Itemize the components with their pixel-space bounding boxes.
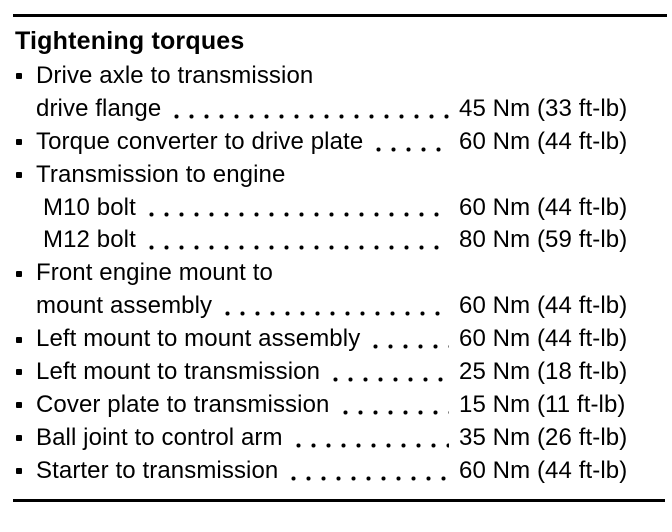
torque-row xyxy=(16,323,642,356)
torque-item-label: Ball joint to control arm xyxy=(36,423,283,451)
torque-item-label: Starter to transmission xyxy=(36,456,279,484)
torque-item-label: M12 bolt xyxy=(43,226,136,254)
bullet-icon xyxy=(16,337,22,343)
torque-row xyxy=(16,257,642,290)
torque-row xyxy=(16,389,642,422)
dot-leader xyxy=(368,323,449,356)
torque-item-label: Front engine mount to xyxy=(36,259,273,287)
dot-leader xyxy=(338,389,450,422)
bullet-icon xyxy=(16,271,22,277)
torque-row xyxy=(16,159,642,192)
dot-leader xyxy=(220,290,449,323)
dot-leader xyxy=(144,192,449,225)
bullet-icon xyxy=(16,369,22,375)
torque-row xyxy=(16,192,642,225)
bullet-icon xyxy=(16,73,22,79)
dot-leader xyxy=(291,422,449,455)
torque-row xyxy=(16,356,642,389)
torque-row xyxy=(16,93,642,126)
bullet-icon xyxy=(16,139,22,145)
torque-value: 35 Nm (26 ft-lb) xyxy=(459,423,628,451)
torque-item-label: mount assembly xyxy=(36,292,213,320)
torque-list xyxy=(16,60,642,488)
torque-item-label: drive flange xyxy=(36,94,162,122)
torque-value: 45 Nm (33 ft-lb) xyxy=(459,94,628,122)
torque-value: 15 Nm (11 ft-lb) xyxy=(459,390,626,418)
torque-row xyxy=(16,126,642,159)
torque-value: 60 Nm (44 ft-lb) xyxy=(459,193,628,221)
torque-value: 60 Nm (44 ft-lb) xyxy=(459,456,628,484)
top-rule xyxy=(13,14,667,17)
torque-row xyxy=(16,455,642,488)
bullet-icon xyxy=(16,402,22,408)
torque-item-label: Left mount to transmission xyxy=(36,358,321,386)
torque-row xyxy=(16,422,642,455)
torque-item-label: Torque converter to drive plate xyxy=(36,127,364,155)
bullet-icon xyxy=(16,435,22,441)
bullet-icon xyxy=(16,468,22,474)
dot-leader xyxy=(371,126,449,159)
torque-value: 60 Nm (44 ft-lb) xyxy=(459,292,628,320)
torque-value: 25 Nm (18 ft-lb) xyxy=(459,358,628,386)
torque-row xyxy=(16,290,642,323)
manual-page xyxy=(0,14,672,532)
torque-row xyxy=(16,224,642,257)
bullet-icon xyxy=(16,172,22,178)
dot-leader xyxy=(169,93,449,126)
torque-value: 60 Nm (44 ft-lb) xyxy=(459,127,628,155)
torque-item-label: Drive axle to transmission xyxy=(36,62,314,89)
dot-leader xyxy=(286,455,449,488)
dot-leader xyxy=(328,356,449,389)
torque-item-label: Transmission to engine xyxy=(36,160,286,188)
torque-value: 80 Nm (59 ft-lb) xyxy=(459,226,628,254)
bottom-rule xyxy=(13,499,665,502)
torque-item-label: Cover plate to transmission xyxy=(36,390,330,418)
torque-item-label: M10 bolt xyxy=(43,193,136,221)
torque-value: 60 Nm (44 ft-lb) xyxy=(459,325,628,353)
torque-item-label: Left mount to mount assembly xyxy=(36,325,361,353)
torque-row xyxy=(16,60,642,93)
dot-leader xyxy=(144,224,449,257)
page-title: Tightening torques xyxy=(15,27,245,55)
